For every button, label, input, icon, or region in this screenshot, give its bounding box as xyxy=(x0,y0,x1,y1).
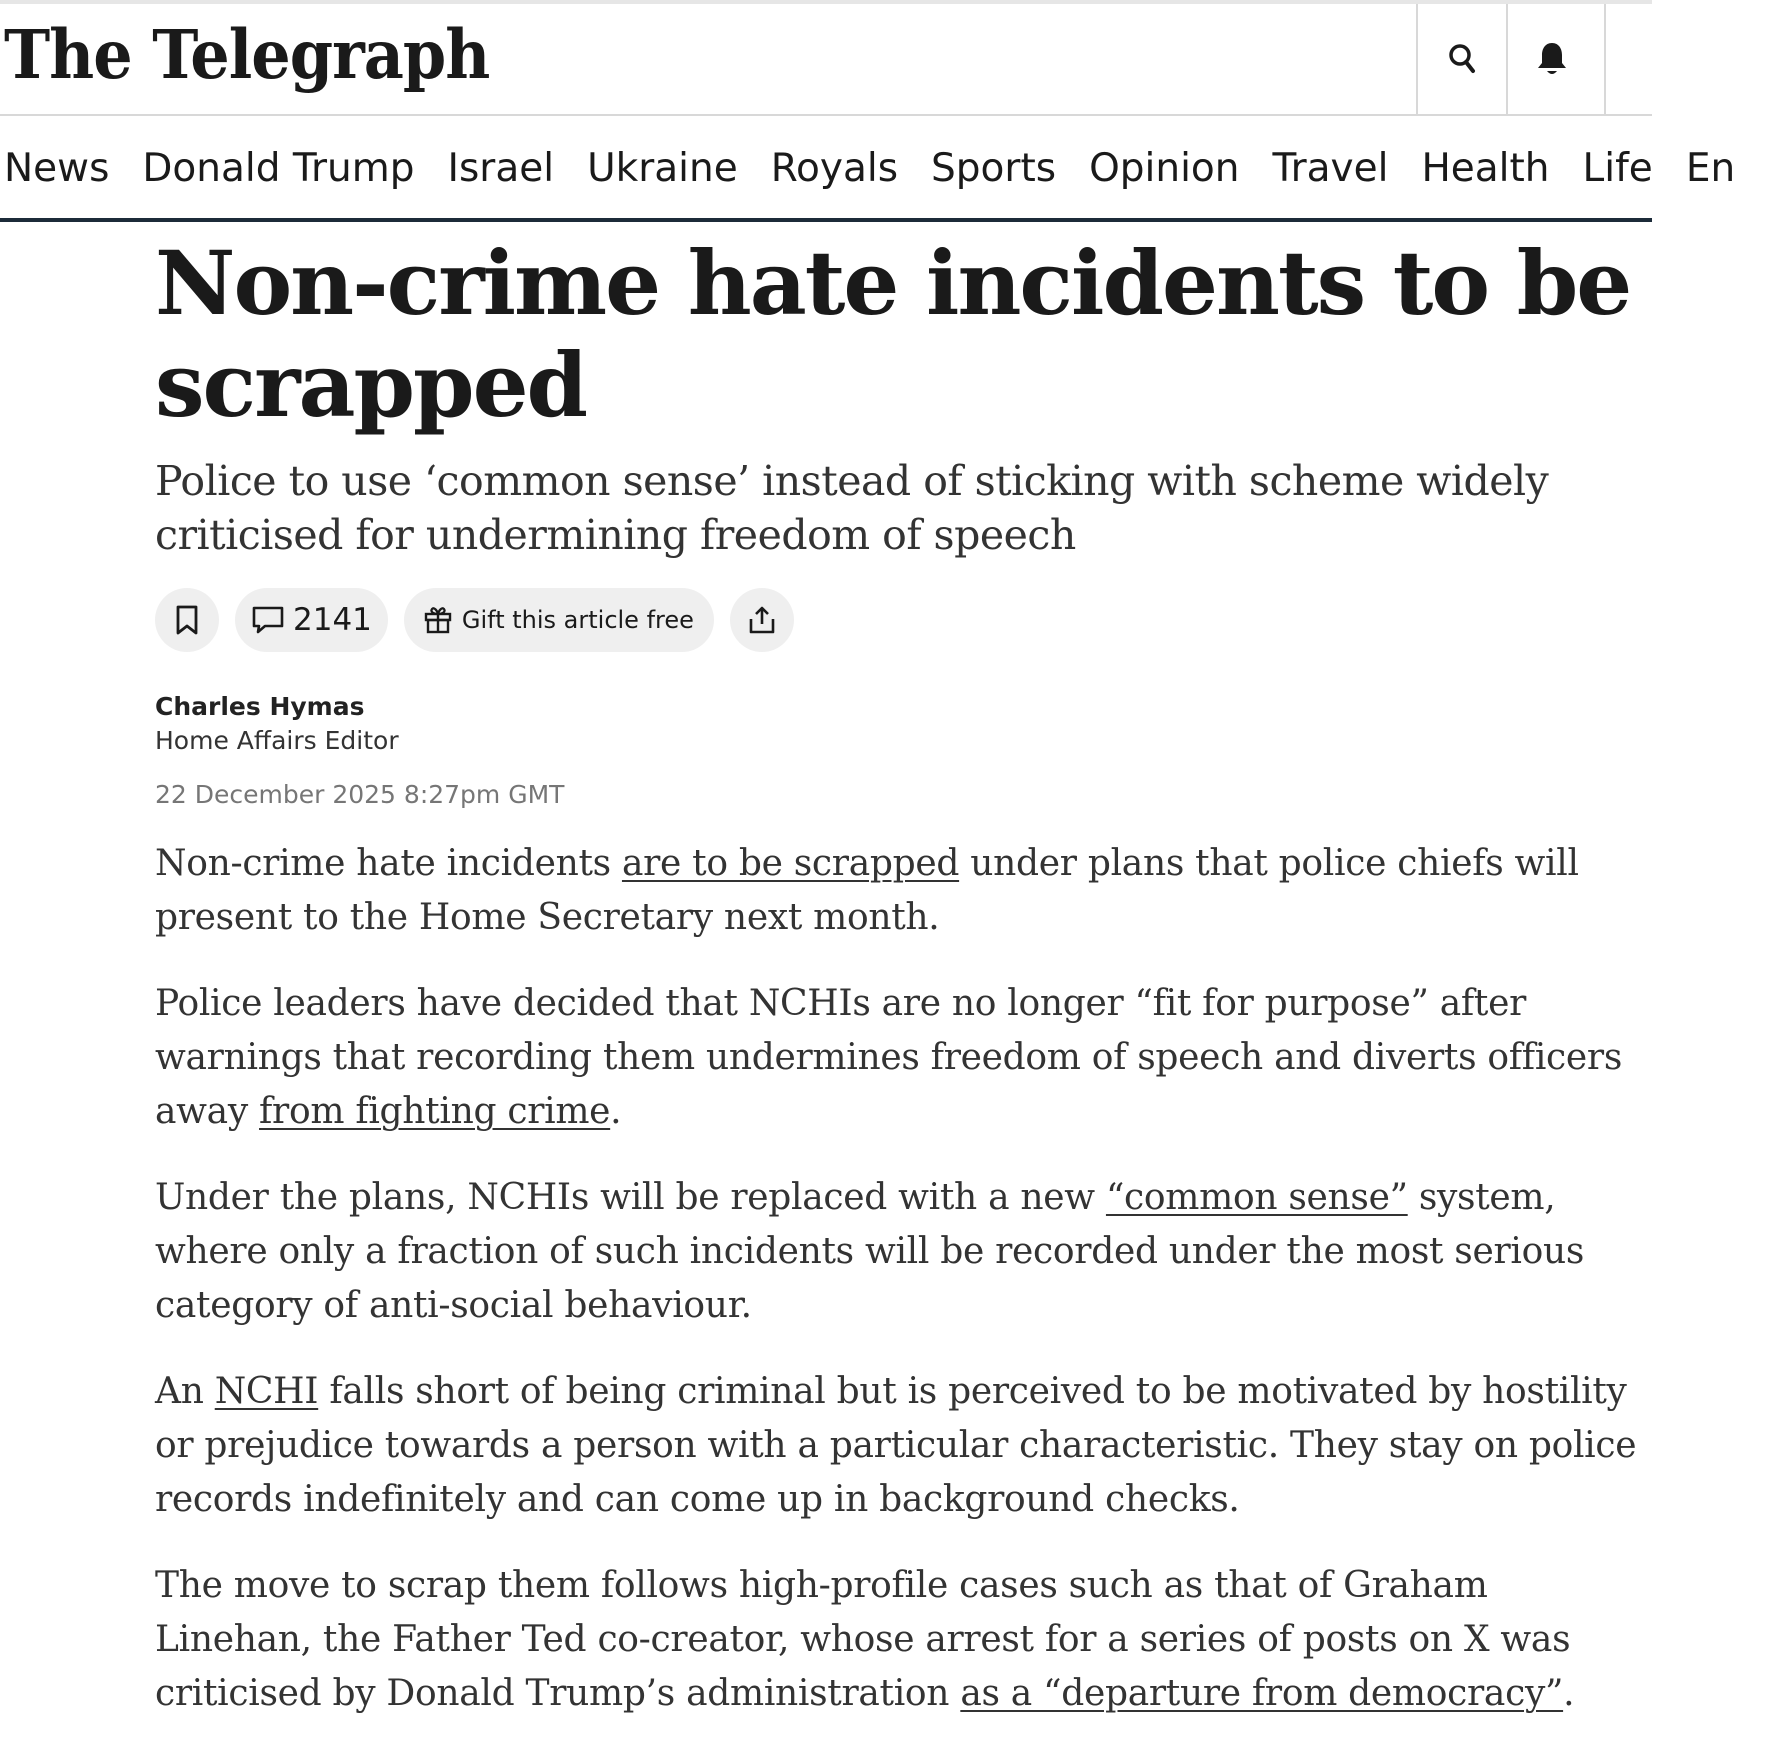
search-button[interactable] xyxy=(1416,4,1506,114)
main-nav xyxy=(0,116,1736,222)
paragraph-text: Non-crime hate incidents xyxy=(155,843,622,884)
nav-item-health[interactable]: Health xyxy=(1421,146,1550,191)
bookmark-button[interactable] xyxy=(155,588,219,652)
bell-icon xyxy=(1536,41,1568,77)
share-icon xyxy=(748,605,776,635)
article-actions xyxy=(155,588,1645,652)
author-role: Home Affairs Editor xyxy=(155,726,399,755)
nav-item-life[interactable]: Life xyxy=(1582,146,1653,191)
inline-link[interactable]: “common sense” xyxy=(1105,1177,1408,1218)
gift-icon xyxy=(424,606,452,634)
gift-label: Gift this article free xyxy=(461,606,694,634)
share-button[interactable] xyxy=(730,588,794,652)
paragraph xyxy=(155,977,1645,1139)
headline: Non-crime hate incidents to be scrapped xyxy=(155,231,1631,437)
paragraph xyxy=(155,1365,1645,1527)
nav-item-israel[interactable]: Israel xyxy=(447,146,555,191)
notifications-button[interactable] xyxy=(1506,4,1596,114)
nav-item-news[interactable]: News xyxy=(4,146,110,191)
telegraph-logo[interactable]: The Telegraph xyxy=(4,15,490,95)
paragraph-text: system, where only a fraction of such incidents will be recorded under the most serious category of anti-social behaviour. xyxy=(155,1177,1585,1326)
nav-item-royals[interactable]: Royals xyxy=(770,146,899,191)
article xyxy=(155,232,1645,1753)
article-body xyxy=(155,837,1645,1721)
paragraph-text: The move to scrap them follows high-profile cases such as that of Graham Linehan, the Father Ted co-creator, whose arrest for a series of posts on X was criticised by Donald Trump’s administration xyxy=(155,1565,1571,1714)
paragraph xyxy=(155,837,1645,945)
paragraph-text: . xyxy=(1563,1673,1575,1714)
inline-link[interactable]: are to be scrapped xyxy=(621,843,960,884)
paragraph-text: under plans that police chiefs will present to the Home Secretary next month. xyxy=(155,843,1579,938)
paragraph-text: falls short of being criminal but is perceived to be motivated by hostility or prejudice towards a person with a particular characteristic. They stay on police records indefinitely and can come up in background checks. xyxy=(155,1371,1637,1520)
comment-count: 2141 xyxy=(293,602,372,638)
byline xyxy=(155,690,1645,758)
paragraph-text: Police leaders have decided that NCHIs are no longer “fit for purpose” after warnings that recording them undermines freedom of speech and diverts officers away xyxy=(155,983,1622,1132)
comments-button[interactable] xyxy=(235,588,388,652)
paragraph xyxy=(155,1559,1645,1721)
nav-item-donald-trump[interactable]: Donald Trump xyxy=(142,146,415,191)
nav-item-ukraine[interactable]: Ukraine xyxy=(587,146,738,191)
standfirst: Police to use ‘common sense’ instead of sticking with scheme widely criticised for undermining freedom of speech xyxy=(155,457,1549,559)
nav-item-travel[interactable]: Travel xyxy=(1272,146,1389,191)
inline-link[interactable]: as a “departure from democracy” xyxy=(960,1673,1564,1714)
paragraph-text: Under the plans, NCHIs will be replaced with a new xyxy=(155,1177,1106,1218)
search-icon xyxy=(1447,42,1477,76)
paragraph-text: An xyxy=(155,1371,215,1412)
nav-item-opinion[interactable]: Opinion xyxy=(1089,146,1240,191)
nav-item-sports[interactable]: Sports xyxy=(931,146,1057,191)
paragraph-text: . xyxy=(610,1091,622,1132)
gift-article-button[interactable] xyxy=(404,588,714,652)
comment-icon xyxy=(251,605,285,635)
inline-link[interactable]: NCHI xyxy=(214,1371,319,1412)
masthead xyxy=(0,4,1652,116)
author-name[interactable]: Charles Hymas xyxy=(155,692,365,721)
bookmark-icon xyxy=(175,605,199,635)
paragraph xyxy=(155,1171,1645,1333)
inline-link[interactable]: from fighting crime xyxy=(259,1091,611,1132)
menu-button[interactable] xyxy=(1604,4,1652,114)
publish-date: 22 December 2025 8:27pm GMT xyxy=(155,780,565,809)
nav-item-en[interactable]: En xyxy=(1685,146,1736,191)
